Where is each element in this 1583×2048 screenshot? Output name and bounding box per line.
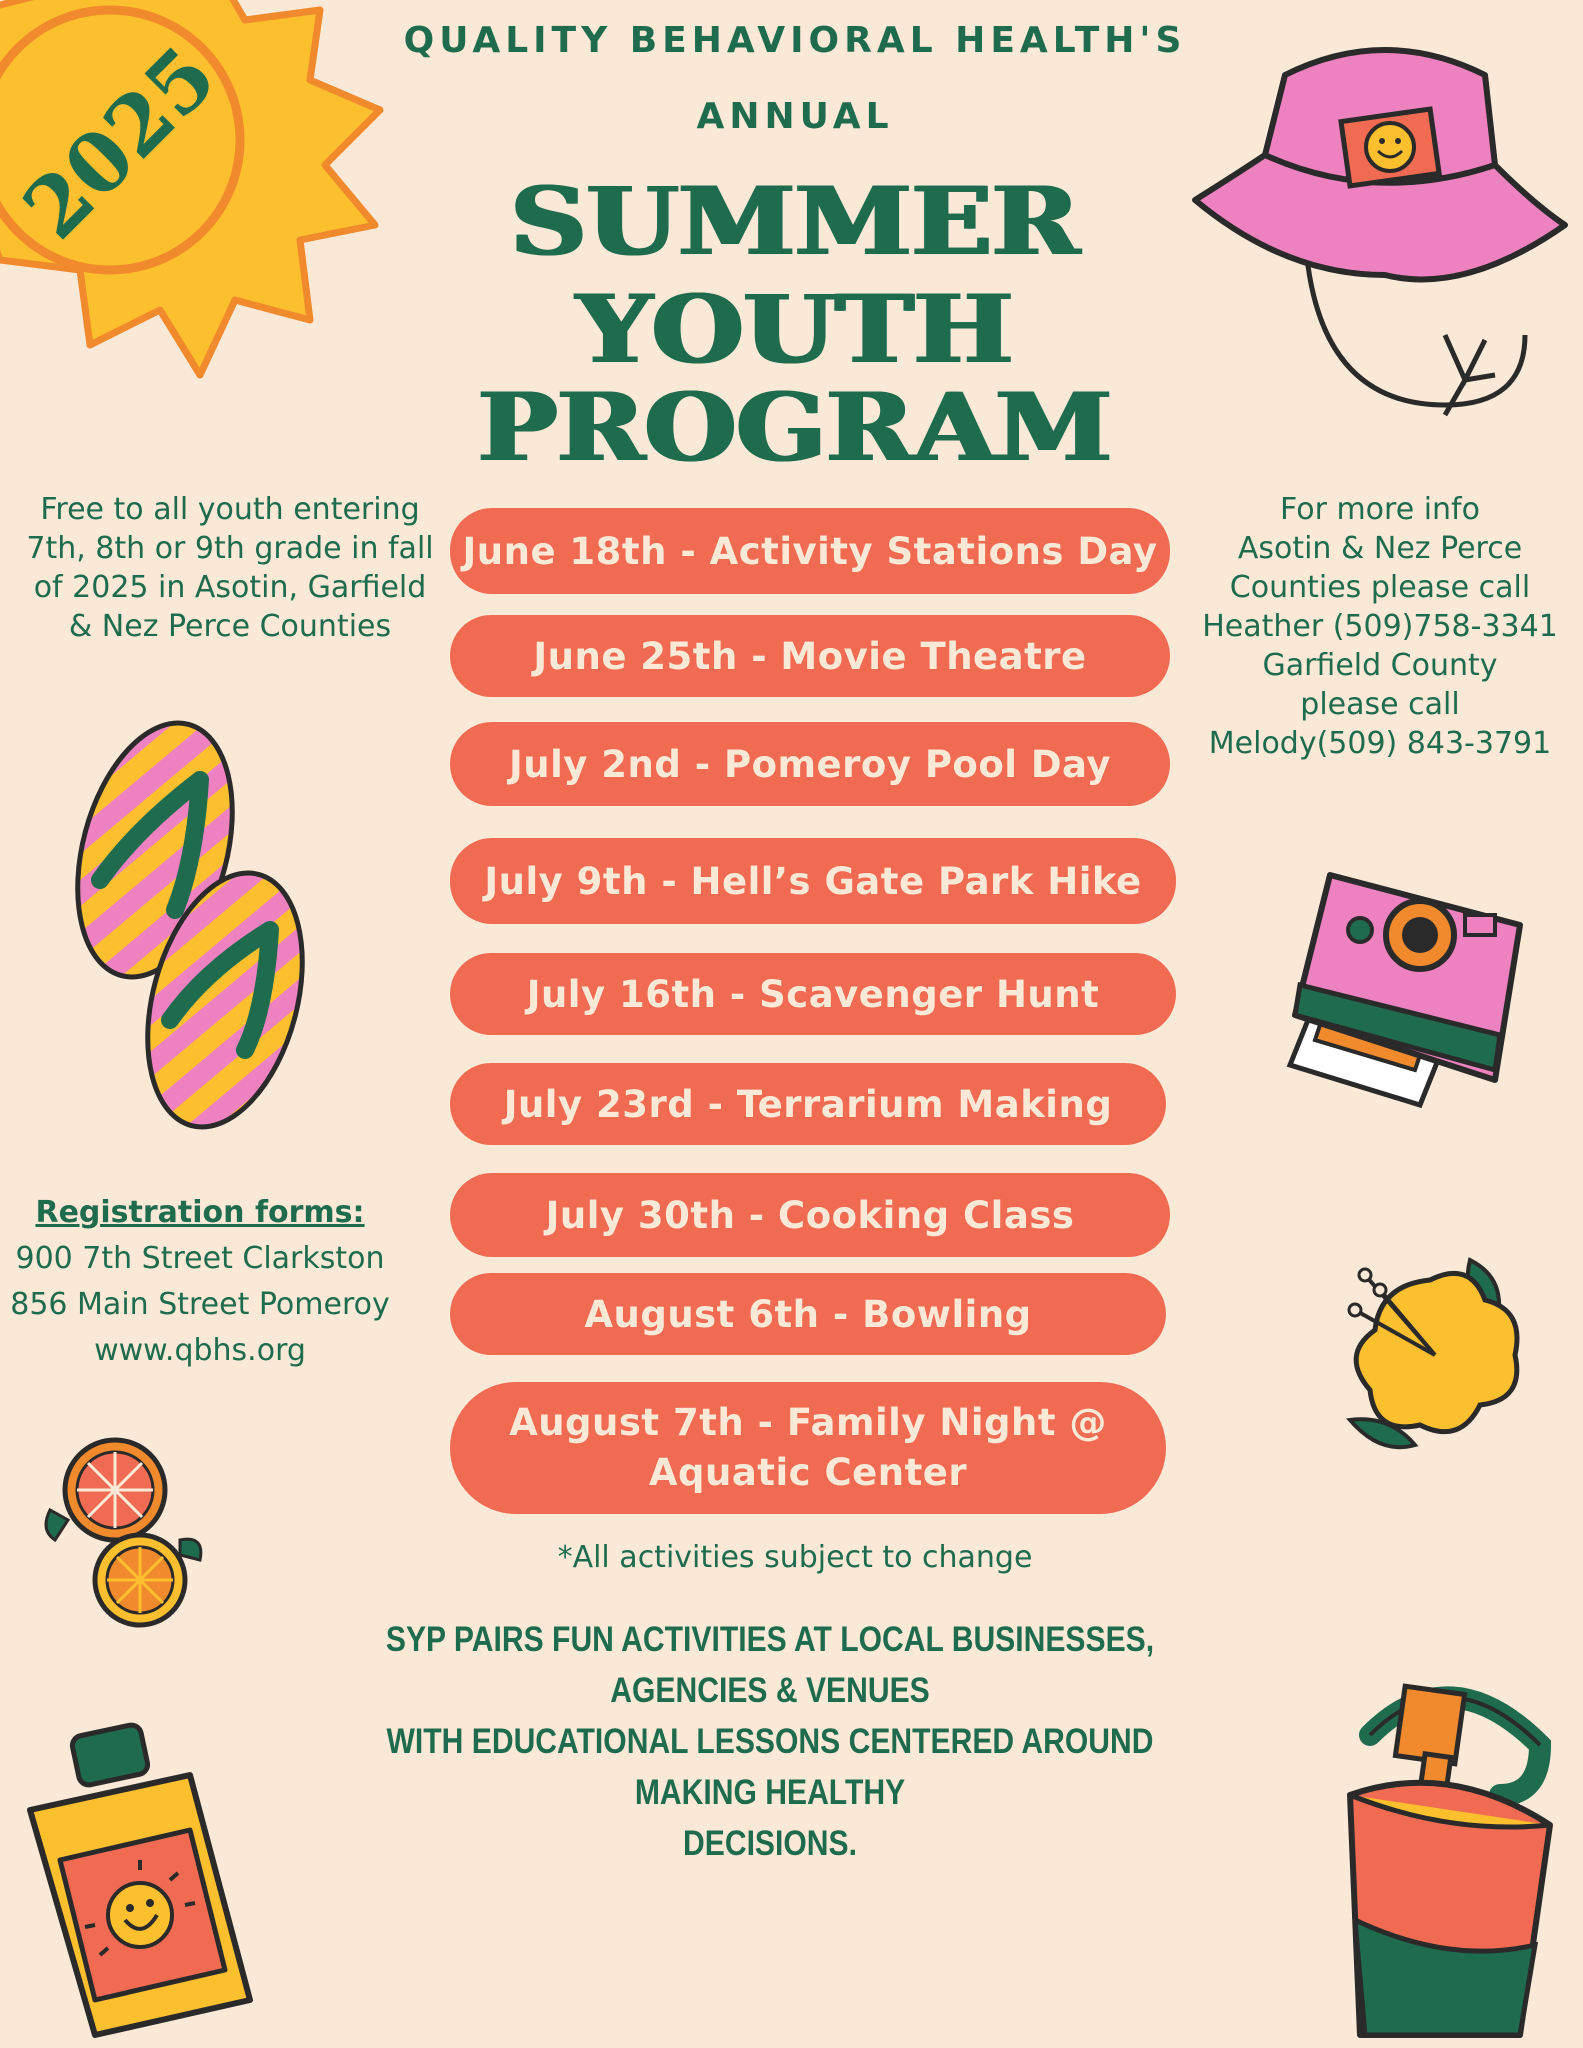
schedule-item: July 23rd - Terrarium Making	[450, 1063, 1166, 1145]
sand-bucket-icon	[1310, 1675, 1570, 2045]
schedule-item: August 6th - Bowling	[450, 1273, 1166, 1355]
sunscreen-bottle-icon	[20, 1730, 260, 2040]
year-badge: 2025	[5, 28, 235, 258]
registration-title: Registration forms:	[35, 1195, 365, 1230]
schedule-item: August 7th - Family Night @ Aquatic Center	[450, 1382, 1166, 1514]
schedule-item: July 16th - Scavenger Hunt	[450, 953, 1176, 1035]
schedule-item: June 25th - Movie Theatre	[450, 615, 1170, 697]
bucket-hat-icon	[1195, 35, 1565, 430]
orange-slices-icon	[40, 1430, 210, 1630]
schedule-item: July 9th - Hell’s Gate Park Hike	[450, 838, 1176, 924]
registration-info: Registration forms: 900 7th Street Clarkston 856 Main Street Pomeroy www.qbhs.org	[0, 1190, 400, 1374]
schedule-item: July 2nd - Pomeroy Pool Day	[450, 722, 1170, 806]
title-youth: YOUTH	[576, 275, 1014, 385]
instant-camera-icon	[1270, 865, 1530, 1135]
schedule-item: June 18th - Activity Stations Day	[450, 508, 1170, 594]
schedule-item: July 30th - Cooking Class	[450, 1173, 1170, 1257]
hibiscus-flower-icon	[1320, 1240, 1530, 1460]
annual-label: ANNUAL	[696, 96, 894, 137]
org-name: QUALITY BEHAVIORAL HEALTH'S	[403, 20, 1187, 61]
title-program: PROGRAM	[477, 373, 1112, 483]
change-note: *All activities subject to change	[557, 1540, 1033, 1575]
contact-info: For more info Asotin & Nez Perce Counties please call Heather (509)758-3341 Garfield County please call Melody(509) 843-3791	[1202, 492, 1558, 761]
program-description: SYP PAIRS FUN ACTIVITIES AT LOCAL BUSINESSES, AGENCIES & VENUES WITH EDUCATIONAL LESSONS CENTERED AROUND MAKING HEALTHY DECISIONS.	[385, 1620, 1155, 1863]
website-link[interactable]: www.qbhs.org	[94, 1333, 306, 1368]
flip-flops-icon	[55, 740, 315, 1120]
eligibility-text: Free to all youth entering 7th, 8th or 9th grade in fall of 2025 in Asotin, Garfield & Nez Perce Counties	[26, 492, 434, 644]
title-summer: SUMMER	[510, 167, 1080, 277]
